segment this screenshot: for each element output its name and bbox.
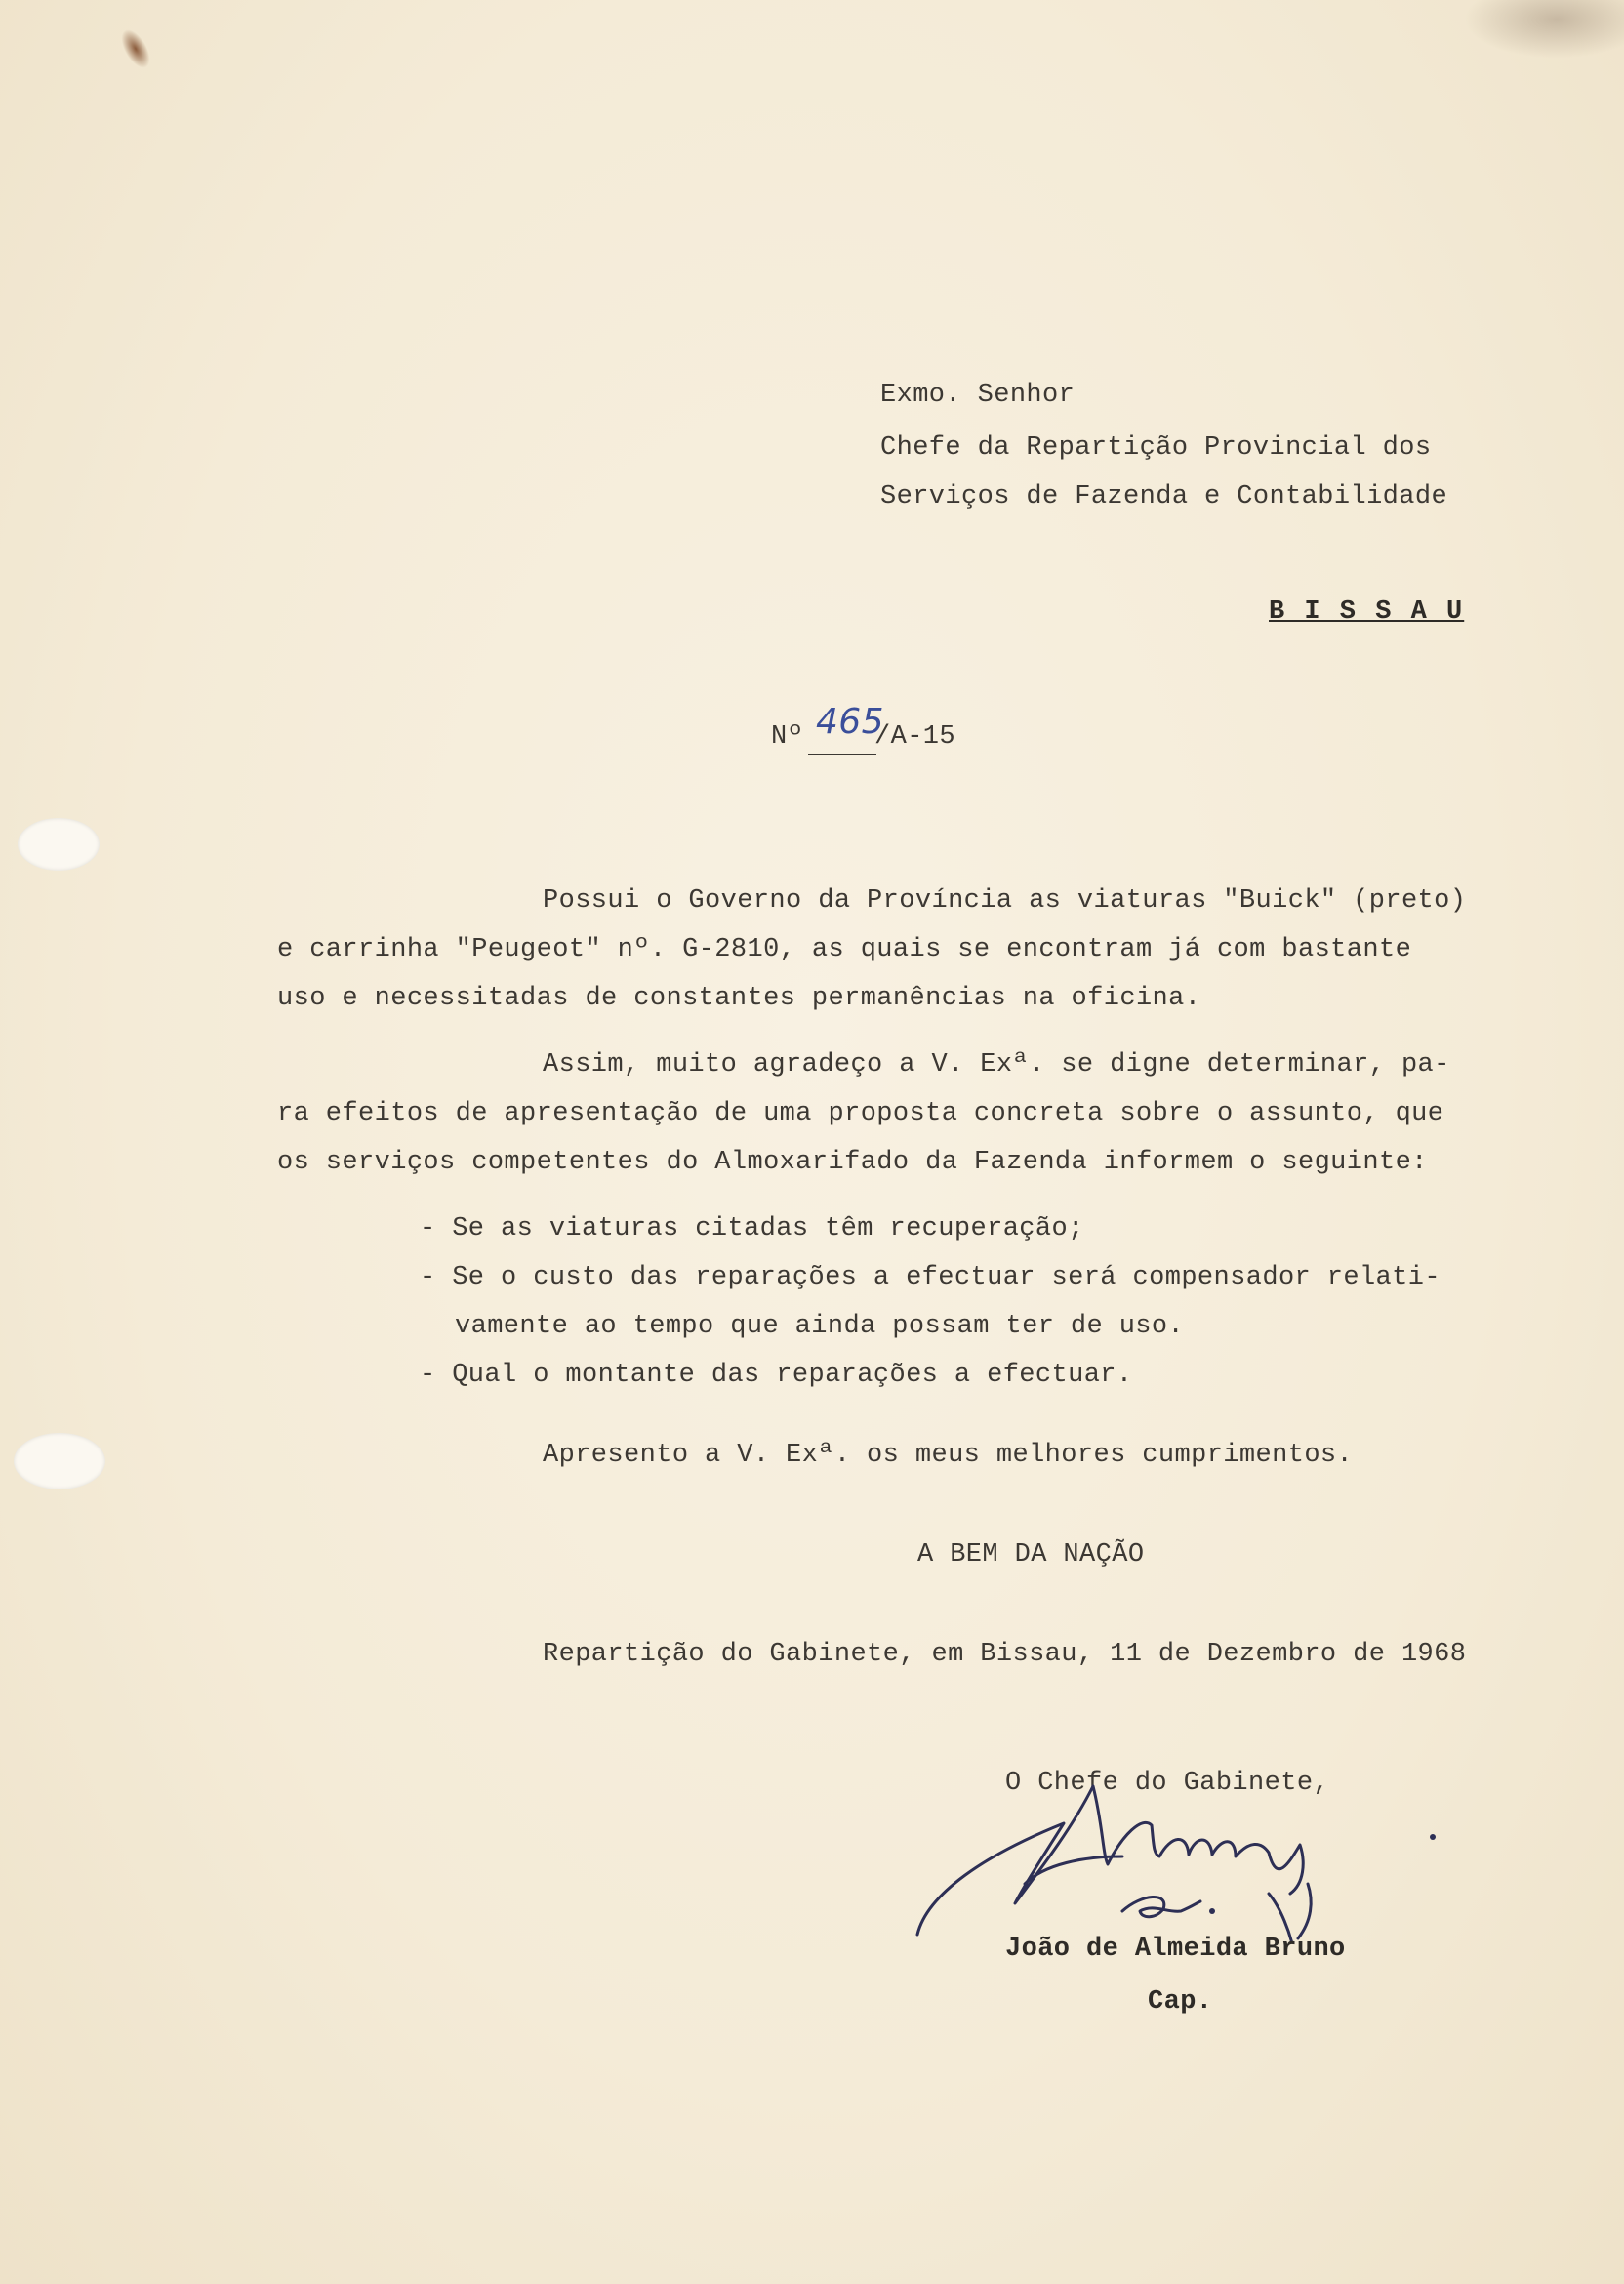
punch-hole (14, 1433, 105, 1489)
closing-line: Apresento a V. Exª. os meus melhores cumprimentos. (543, 1441, 1354, 1470)
paper-stain (115, 24, 155, 72)
addressee-line-1: Chefe da Repartição Provincial dos (880, 433, 1432, 463)
reference-suffix: /A-15 (874, 722, 956, 752)
list-item-3: - Qual o montante das reparações a efectuar. (420, 1361, 1133, 1390)
addressee-salutation: Exmo. Senhor (880, 381, 1076, 410)
paragraph-2-line-3: os serviços competentes do Almoxarifado da Fazenda informem o seguinte: (277, 1148, 1428, 1177)
place-date: Repartição do Gabinete, em Bissau, 11 de Dezembro de 1968 (543, 1640, 1467, 1669)
paper-stain (1464, 0, 1624, 59)
paragraph-2-line-2: ra efeitos de apresentação de uma proposta concreta sobre o assunto, que (277, 1099, 1444, 1128)
signature-title: O Chefe do Gabinete, (1005, 1769, 1330, 1798)
signatory-rank: Cap. (1148, 1987, 1213, 2017)
addressee-city: B I S S A U (1269, 597, 1465, 627)
list-item-1: - Se as viaturas citadas têm recuperação; (420, 1214, 1084, 1244)
paragraph-1-line-3: uso e necessitadas de constantes permanências na oficina. (277, 984, 1201, 1013)
reference-prefix: Nº (771, 722, 804, 752)
list-item-2-line-2: vamente ao tempo que ainda possam ter de uso. (455, 1312, 1185, 1341)
handwritten-signature (898, 1747, 1444, 1942)
punch-hole (18, 818, 100, 871)
paragraph-2-line-1: Assim, muito agradeço a V. Exª. se digne determinar, pa- (543, 1050, 1450, 1080)
reference-underline (808, 754, 876, 755)
motto: A BEM DA NAÇÃO (917, 1540, 1145, 1570)
signatory-name: João de Almeida Bruno (1005, 1935, 1346, 1964)
reference-handwritten-number: 465 (816, 702, 884, 742)
paragraph-1-line-1: Possui o Governo da Província as viaturas "Buick" (preto) (543, 886, 1467, 916)
list-item-2-line-1: - Se o custo das reparações a efectuar será compensador relati- (420, 1263, 1441, 1292)
addressee-line-2: Serviços de Fazenda e Contabilidade (880, 482, 1448, 511)
paragraph-1-line-2: e carrinha "Peugeot" nº. G-2810, as quais se encontram já com bastante (277, 935, 1412, 964)
